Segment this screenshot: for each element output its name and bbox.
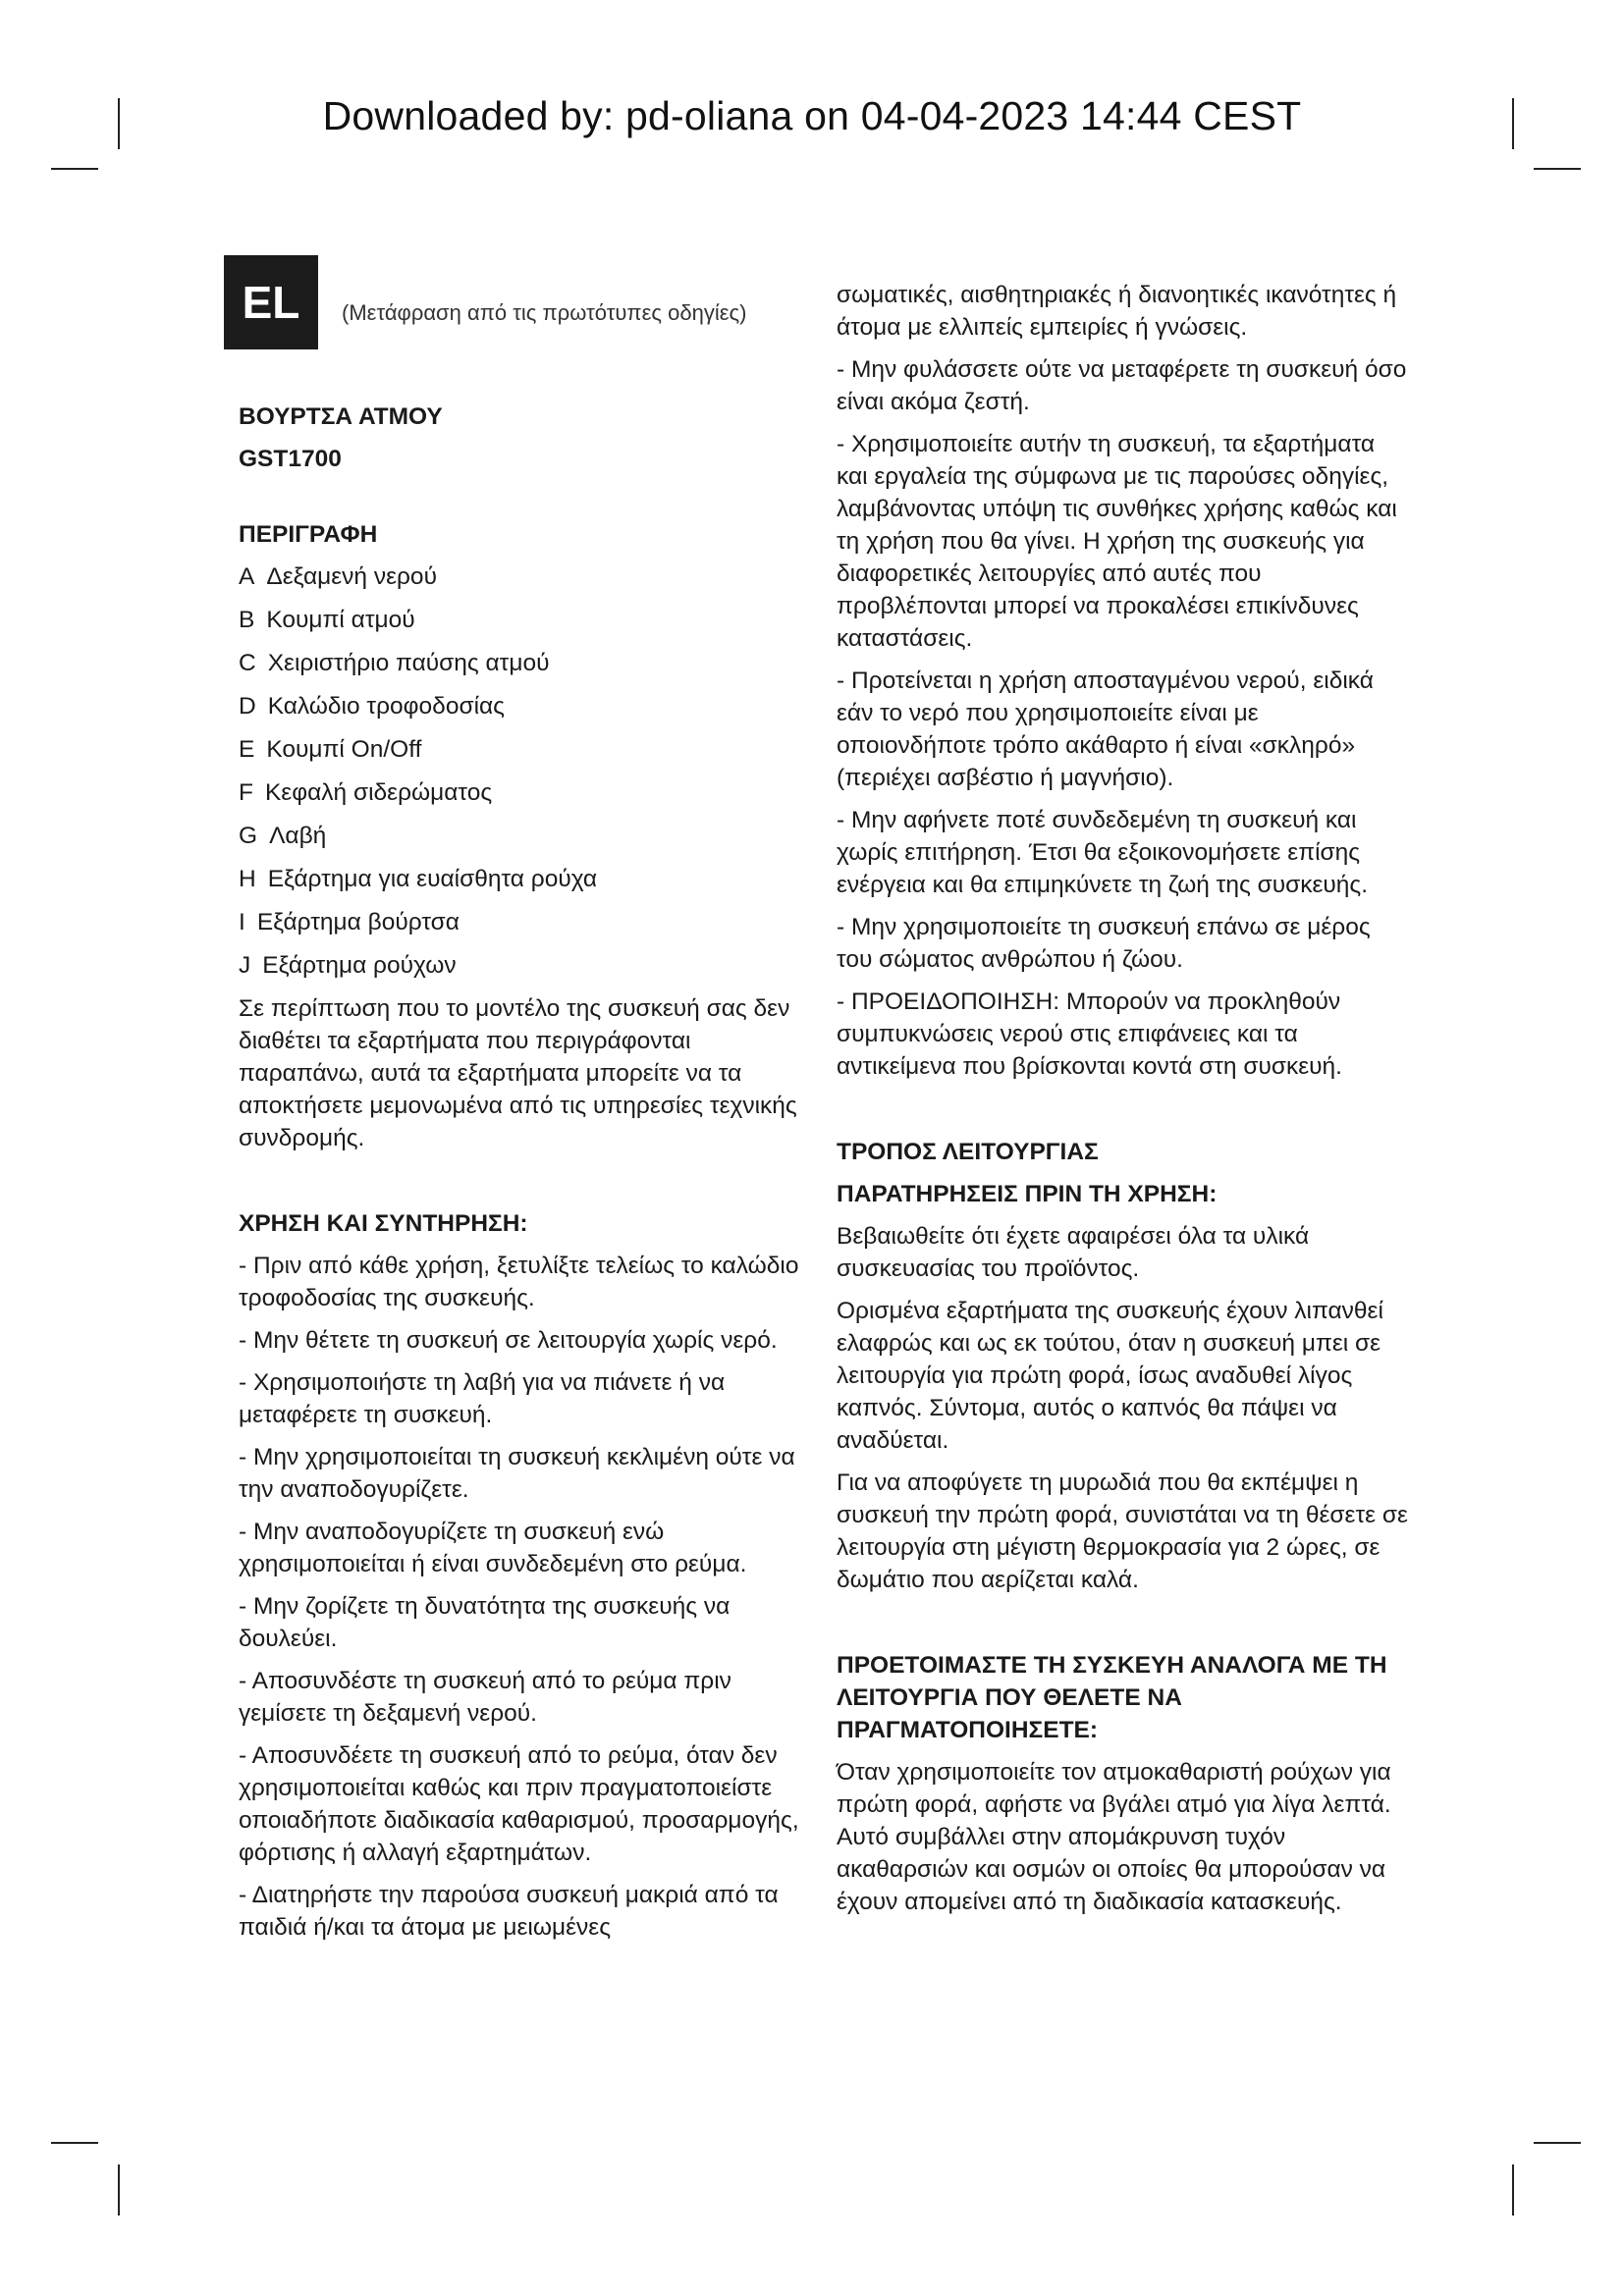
left-column: [239, 400, 800, 1953]
safety-item: - Μην φυλάσσετε ούτε να μεταφέρετε τη συσκευή όσο είναι ακόμα ζεστή.: [837, 356, 1407, 415]
accessories-note: Σε περίπτωση που το μοντέλο της συσκευή σας δεν διαθέτει τα εξαρτήματα που περιγράφονται παραπάνω, αυτά τα εξαρτήματα μπορείτε να τα αποκτήσετε μεμονωμένα από τις υπηρεσίες τεχνικής συνδρομής.: [239, 995, 797, 1151]
use-item: - Διατηρήστε την παρούσα συσκευή μακριά από τα παιδιά ή/και τα άτομα με μειωμένες: [239, 1882, 779, 1941]
use-item: - Χρησιμοποιήστε τη λαβή για να πιάνετε ή να μεταφέρετε τη συσκευή.: [239, 1369, 726, 1428]
list-item: F Κεφαλή σιδερώματος: [239, 779, 493, 806]
description-heading: ΠΕΡΙΓΡΑΦΗ: [239, 521, 378, 548]
use-item: - Αποσυνδέστε τη συσκευή από το ρεύμα πριν γεμίσετε τη δεξαμενή νερού.: [239, 1668, 731, 1727]
crop-mark: [51, 2142, 98, 2144]
crop-mark: [118, 2164, 120, 2216]
crop-mark: [1534, 2142, 1581, 2144]
notes-paragraph: Ορισμένα εξαρτήματα της συσκευής έχουν λιπανθεί ελαφρώς και ως εκ τούτου, όταν η συσκευή μπει σε λειτουργία για πρώτη φορά, ίσως αναδυθεί λίγος καπνός. Σύντομα, αυτός ο καπνός θα πάψει να αναδύεται.: [837, 1298, 1383, 1454]
right-column: [837, 279, 1412, 1928]
model-number: GST1700: [239, 446, 342, 472]
list-item: G Λαβή: [239, 823, 327, 849]
use-item: - Αποσυνδέετε τη συσκευή από το ρεύμα, όταν δεν χρησιμοποιείται καθώς και πριν πραγματοποιείστε οποιαδήποτε διαδικασία καθαρισμού, προσαρμογής, φόρτισης ή αλλαγή εξαρτημάτων.: [239, 1742, 799, 1866]
use-item: - Μην χρησιμοποιείται τη συσκευή κεκλιμένη ούτε να την αναποδογυρίζετε.: [239, 1444, 795, 1503]
crop-mark: [1534, 168, 1581, 170]
use-heading: ΧΡΗΣΗ ΚΑΙ ΣΥΝΤΗΡΗΣΗ:: [239, 1210, 528, 1237]
use-item: - Μην αναποδογυρίζετε τη συσκευή ενώ χρησιμοποιείται ή είναι συνδεδεμένη στο ρεύμα.: [239, 1519, 747, 1577]
language-badge: EL: [224, 255, 318, 349]
crop-mark: [1512, 2164, 1514, 2216]
list-item: E Κουμπί On/Off: [239, 736, 422, 763]
list-item: B Κουμπί ατμού: [239, 607, 415, 633]
use-item: - Πριν από κάθε χρήση, ξετυλίξτε τελείως το καλώδιο τροφοδοσίας της συσκευής.: [239, 1253, 799, 1311]
translation-note: (Μετάφραση από τις πρωτότυπες οδηγίες): [342, 300, 747, 325]
warning-item: - ΠΡΟΕΙΔΟΠΟΙΗΣΗ: Μπορούν να προκληθούν συμπυκνώσεις νερού στις επιφάνειες και τα αντικείμενα που βρίσκονται κοντά στη συσκευή.: [837, 988, 1342, 1080]
notes-paragraph: Για να αποφύγετε τη μυρωδιά που θα εκπέμψει η συσκευή την πρώτη φορά, συνιστάται να τη θέσετε σε λειτουργία στη μέγιστη θερμοκρασία για 2 ώρες, σε δωμάτιο που αερίζεται καλά.: [837, 1469, 1408, 1593]
use-item: - Μην θέτετε τη συσκευή σε λειτουργία χωρίς νερό.: [239, 1327, 778, 1354]
safety-item: - Μην χρησιμοποιείτε τη συσκευή επάνω σε μέρος του σώματος ανθρώπου ή ζώου.: [837, 914, 1371, 973]
use-item: - Μην ζορίζετε τη δυνατότητα της συσκευής να δουλεύει.: [239, 1593, 731, 1652]
notes-heading: ΠΑΡΑΤΗΡΗΣΕΙΣ ΠΡΙΝ ΤΗ ΧΡΗΣΗ:: [837, 1181, 1218, 1207]
download-banner: Downloaded by: pd-oliana on 04-04-2023 14:44 CEST: [322, 93, 1302, 138]
safety-item: σωματικές, αισθητηριακές ή διανοητικές ικανότητες ή άτομα με ελλιπείς εμπειρίες ή γνώσεις.: [837, 282, 1397, 341]
list-item: D Καλώδιο τροφοδοσίας: [239, 693, 505, 720]
parts-list: [239, 561, 800, 982]
safety-item: - Προτείνεται η χρήση αποσταγμένου νερού, ειδικά εάν το νερό που χρησιμοποιείτε είναι με οποιονδήποτε τρόπο ακάθαρτο ή είναι «σκληρό» (περιέχει ασβέστιο ή μαγνήσιο).: [837, 667, 1374, 791]
list-item: J Εξάρτημα ρούχων: [239, 952, 457, 979]
prepare-heading: ΠΡΟΕΤΟΙΜΑΣΤΕ ΤΗ ΣΥΣΚΕΥΗ ΑΝΑΛΟΓΑ ΜΕ ΤΗ ΛΕΙΤΟΥΡΓΙΑ ΠΟΥ ΘΕΛΕΤΕ ΝΑ ΠΡΑΓΜΑΤΟΠΟΙΗΣΕΤΕ:: [837, 1652, 1387, 1743]
list-item: C Χειριστήριο παύσης ατμού: [239, 650, 550, 676]
product-title: ΒΟΥΡΤΣΑ ΑΤΜΟΥ: [239, 403, 443, 430]
list-item: A Δεξαμενή νερού: [239, 563, 437, 590]
notes-paragraph: Βεβαιωθείτε ότι έχετε αφαιρέσει όλα τα υλικά συσκευασίας του προϊόντος.: [837, 1223, 1310, 1282]
list-item: H Εξάρτημα για ευαίσθητα ρούχα: [239, 866, 598, 892]
operation-heading: ΤΡΟΠΟΣ ΛΕΙΤΟΥΡΓΙΑΣ: [837, 1139, 1099, 1165]
prepare-paragraph: Όταν χρησιμοποιείτε τον ατμοκαθαριστή ρούχων για πρώτη φορά, αφήστε να βγάλει ατμό για λίγα λεπτά. Αυτό συμβάλλει στην απομάκρυνση τυχόν ακαθαρσιών και οσμών οι οποίες θα μπορούσαν να έχουν απομείνει από τη διαδικασία κατασκευής.: [837, 1759, 1391, 1915]
list-item: I Εξάρτημα βούρτσα: [239, 909, 460, 935]
safety-item: - Μην αφήνετε ποτέ συνδεδεμένη τη συσκευή και χωρίς επιτήρηση. Έτσι θα εξοικονομήσετε επίσης ενέργεια και θα επιμηκύνετε τη ζωή της συσκευής.: [837, 807, 1369, 898]
crop-mark: [51, 168, 98, 170]
safety-item: - Χρησιμοποιείτε αυτήν τη συσκευή, τα εξαρτήματα και εργαλεία της σύμφωνα με τις παρούσες οδηγίες, λαμβάνοντας υπόψη τις συνθήκες χρήσης καθώς και τη χρήση που θα γίνει. Η χρήση της συσκευής για διαφορετικές λειτουργίες από αυτές που προβλέπονται μπορεί να προκαλέσει επικίνδυνες καταστάσεις.: [837, 431, 1397, 652]
